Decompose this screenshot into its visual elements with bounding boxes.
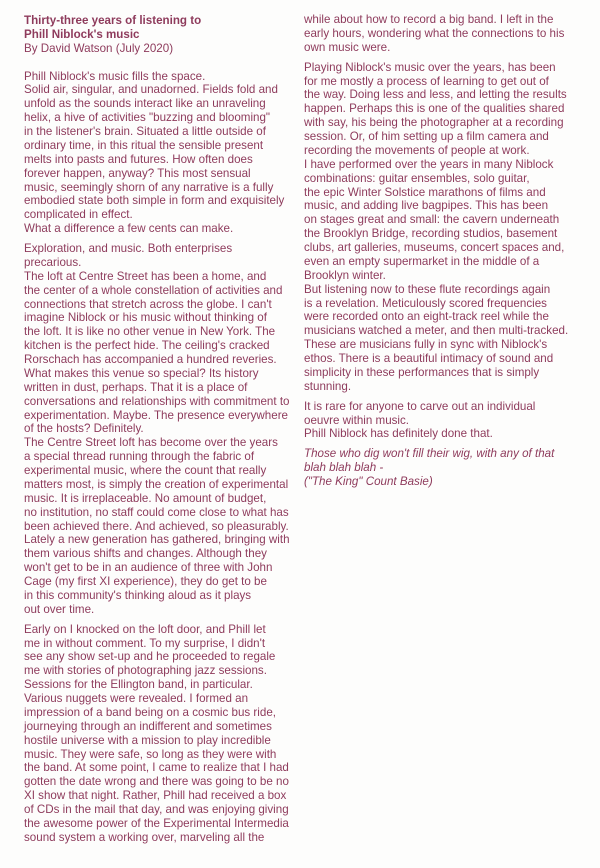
paragraph: [24, 242, 296, 617]
text-line: sound system a working over, marveling all the: [24, 830, 265, 844]
text-line: music, seemingly shorn of any narrative is a fully: [24, 180, 274, 194]
text-line: stunning.: [304, 379, 352, 393]
text-line: early hours, wondering what the connections to his: [304, 26, 565, 40]
text-line: helix, a hive of activities "buzzing and blooming": [24, 111, 271, 125]
article-title: [24, 14, 296, 42]
text-line: happen. Perhaps this is one of the qualities shared: [304, 102, 565, 116]
text-line: with say, his being the photographer at a recording: [304, 116, 564, 130]
paragraph: [24, 70, 296, 237]
text-line: even an empty supermarket in the middle of a: [304, 254, 540, 268]
text-line: see any show set-up and he proceeded to regale: [24, 650, 276, 664]
text-line: Lately a new generation has gathered, bringing with: [24, 533, 290, 547]
text-line: kitchen is the perfect hide. The ceiling's cracked: [24, 339, 270, 353]
text-line: in this community's thinking aloud as it plays: [24, 588, 252, 602]
text-line: Cage (my first XI experience), they do get to be: [24, 575, 267, 588]
text-line: the way. Doing less and less, and letting the results: [304, 88, 567, 102]
text-line: no institution, no staff could come close to what has: [24, 505, 289, 519]
text-line: Brooklyn winter.: [304, 268, 386, 282]
text-line: won't get to be in an audience of three with John: [24, 561, 273, 575]
text-line: me in without comment. To my surprise, I didn't: [24, 636, 266, 650]
text-line: connections that stretch across the globe. I can't: [24, 297, 272, 311]
left-body: [24, 70, 296, 845]
text-line: been achieved there. And achieved, so pleasurably.: [24, 519, 289, 533]
text-line: of CDs in the mail that day, and was enjoying giving: [24, 803, 289, 816]
text-line: them various shifts and changes. Although they: [24, 547, 267, 561]
text-line: oeuvre within music.: [304, 413, 410, 427]
text-line: in the listener's brain. Situated a little outside of: [24, 125, 266, 138]
text-line: Phill Niblock's music fills the space.: [24, 69, 206, 83]
text-line: forever happen, anyway? This most sensual: [24, 166, 251, 180]
byline-text: By David Watson (July 2020): [24, 41, 174, 55]
byline: [24, 42, 296, 56]
text-line: Exploration, and music. Both enterprises: [24, 242, 233, 255]
left-column: [24, 14, 296, 851]
text-line: the awesome power of the Experimental Intermedia: [24, 816, 289, 830]
text-line: music, and adding live bagpipes. This has been: [304, 199, 549, 213]
text-line: the Brooklyn Bridge, recording studios, basement: [304, 227, 558, 241]
text-line: Phill Niblock has definitely done that.: [304, 427, 493, 441]
text-line: a special thread running through the fabric of: [24, 450, 255, 464]
text-line: Various nuggets were revealed. I formed an: [24, 692, 249, 705]
text-line: of the hosts? Definitely.: [24, 422, 144, 436]
text-line: matters most, is simply the creation of experimental: [24, 477, 289, 491]
text-line: experimental music, where the count that really: [24, 464, 267, 477]
text-line: the epic Winter Solstice marathons of films and: [304, 185, 546, 199]
text-line: Solid air, singular, and unadorned. Fields fold and: [24, 83, 278, 97]
text-line: the band. At some point, I came to realize that I had: [24, 761, 289, 775]
text-line: session. Or, of him setting up a film camera and: [304, 130, 549, 143]
text-line: precarious.: [24, 255, 82, 269]
text-line: on stages great and small: the cavern underneath: [304, 213, 560, 227]
text-line: conversations and relationships with commitment to: [24, 394, 290, 408]
text-line: XI show that night. Rather, Phill had received a box: [24, 789, 287, 803]
quote-line: blah blah blah -: [304, 461, 384, 475]
text-line: What a difference a few cents can make.: [24, 222, 234, 236]
text-line: is a revelation. Meticulously scored frequencies: [304, 296, 547, 310]
paragraph: [24, 623, 296, 845]
text-line: Sessions for the Ellington band, in particular.: [24, 678, 253, 692]
paragraph: [304, 61, 584, 394]
text-line: ethos. There is a beautiful intimacy of sound and: [304, 352, 554, 365]
closing-quote: [304, 447, 584, 489]
text-line: ordinary time, in this ritual the sensible present: [24, 138, 264, 152]
text-line: But listening now to these flute recordings again: [304, 282, 551, 296]
text-line: The loft at Centre Street has been a home, and: [24, 269, 267, 283]
text-line: The Centre Street loft has become over the years: [24, 436, 278, 450]
text-line: embodied state both simple in form and exquisitely: [24, 194, 285, 208]
text-line: Rorschach has accompanied a hundred reveries.: [24, 353, 277, 366]
text-line: It is rare for anyone to carve out an individual: [304, 399, 536, 413]
text-line: music. It is irreplaceable. No amount of budget,: [24, 491, 267, 505]
text-line: I have performed over the years in many Niblock: [304, 157, 554, 171]
paragraph: [304, 13, 584, 55]
text-line: simplicity in these performances that is simply: [304, 365, 540, 379]
text-line: imagine Niblock or his music without thinking of: [24, 311, 267, 325]
text-line: me with stories of photographing jazz sessions.: [24, 664, 267, 678]
text-line: impression of a band being on a cosmic bus ride,: [24, 705, 276, 719]
text-line: melts into pasts and futures. How often does: [24, 152, 253, 166]
title-line: Thirty-three years of listening to: [24, 14, 202, 27]
text-line: music. They were safe, so long as they were with: [24, 747, 277, 761]
text-line: musicians watched a meter, and then multi-tracked.: [304, 324, 569, 338]
text-line: the loft. It is like no other venue in New York. The: [24, 325, 276, 339]
text-line: complicated in effect.: [24, 208, 133, 222]
text-line: clubs, art galleries, museums, concert spaces and,: [304, 241, 565, 254]
text-line: out over time.: [24, 602, 95, 616]
text-line: gotten the date wrong and there was going to be no: [24, 775, 289, 789]
text-line: journeying through an indifferent and sometimes: [24, 719, 272, 733]
text-line: experimentation. Maybe. The presence everywhere: [24, 408, 289, 422]
text-line: the center of a whole constellation of activities and: [24, 283, 283, 297]
right-column: [304, 13, 584, 495]
text-line: hostile universe with a mission to play incredible: [24, 733, 271, 747]
quote-line: Those who dig won't fill their wig, with any of that: [304, 447, 555, 461]
text-line: unfold as the sounds interact like an unraveling: [24, 97, 266, 111]
text-line: These are musicians fully in sync with Niblock's: [304, 338, 548, 352]
right-body: [304, 13, 584, 441]
text-line: while about how to record a big band. I left in the: [304, 13, 554, 26]
text-line: Early on I knocked on the loft door, and Phill let: [24, 622, 266, 636]
text-line: What makes this venue so special? Its history: [24, 366, 259, 380]
text-line: were recorded onto an eight-track reel while the: [304, 310, 549, 324]
text-line: for me mostly a process of learning to get out of: [304, 74, 549, 88]
text-line: own music were.: [304, 40, 391, 54]
text-line: combinations: guitar ensembles, solo guitar,: [304, 171, 530, 185]
text-line: recording the movements of people at work.: [304, 143, 530, 157]
text-line: Playing Niblock's music over the years, has been: [304, 60, 556, 74]
paragraph: [304, 400, 584, 442]
text-line: written in dust, perhaps. That it is a place of: [24, 380, 248, 394]
title-line: Phill Niblock's music: [24, 27, 140, 41]
quote-line: ("The King" Count Basie): [304, 475, 433, 488]
